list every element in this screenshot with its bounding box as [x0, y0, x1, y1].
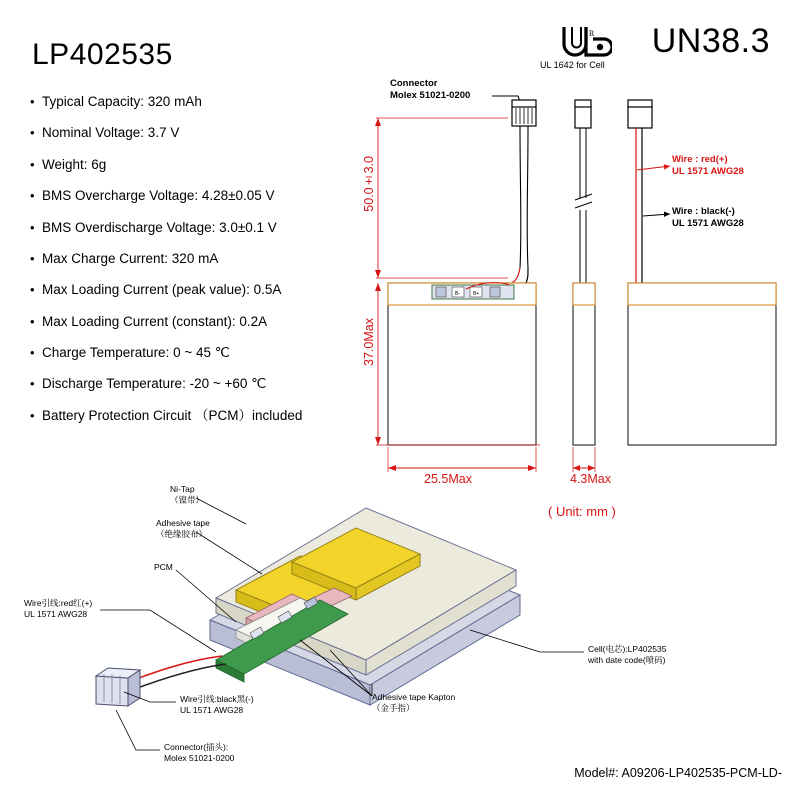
list-item-label: BMS Overdischarge Voltage: 3.0±0.1 V	[42, 219, 277, 235]
label-pcm: PCM	[154, 562, 173, 572]
list-item	[30, 282, 370, 299]
list-item	[30, 220, 370, 237]
model-number: Model#: A09206-LP402535-PCM-LD-	[574, 766, 782, 780]
bullet-icon: •	[30, 282, 35, 298]
bullet-icon: •	[30, 156, 35, 172]
list-item	[30, 94, 370, 111]
list-item-label: Charge Temperature: 0 ~ 45 ℃	[42, 345, 230, 360]
label-cell: Cell(电芯):LP402535 with date code(喷码)	[588, 644, 667, 666]
ul-certification-icon	[560, 24, 612, 58]
specification-list	[30, 94, 370, 439]
un-certification-label: UN38.3	[651, 22, 770, 60]
list-item	[30, 188, 370, 205]
wire-black-label: Wire : black(-) UL 1571 AWG28	[672, 206, 744, 229]
bullet-icon: •	[30, 219, 35, 235]
ul-subtitle: UL 1642 for Cell	[540, 60, 605, 70]
exploded-view	[0, 470, 800, 800]
list-item-label: Max Loading Current (constant): 0.2A	[42, 313, 268, 329]
connector-exploded	[96, 668, 140, 706]
dimension-height: 37.0Max	[362, 318, 376, 366]
list-item	[30, 314, 370, 331]
list-item	[30, 125, 370, 142]
list-item	[30, 408, 370, 425]
bullet-icon: •	[30, 313, 35, 329]
list-item	[30, 157, 370, 174]
connector-front	[512, 100, 536, 126]
label-adhesive-tape: Adhesive tape （绝缘胶布）	[156, 518, 210, 540]
list-item	[30, 345, 370, 362]
wire-red-label: Wire : red(+) UL 1571 AWG28	[672, 154, 744, 177]
bullet-icon: •	[30, 94, 35, 109]
page-title: LP402535	[32, 38, 173, 71]
dimension-width: 25.5Max	[424, 472, 472, 486]
list-item-label: Battery Protection Circuit （PCM）included	[42, 407, 303, 423]
label-connector: Connector(插头): Molex 51021-0200	[164, 742, 235, 764]
list-item-label: Max Charge Current: 320 mA	[42, 250, 219, 266]
list-item	[30, 376, 370, 393]
connector-label: Connector Molex 51021-0200	[390, 78, 471, 101]
side-view	[573, 100, 595, 445]
unit-note: ( Unit: mm )	[548, 504, 616, 519]
list-item-label: Weight: 6g	[42, 156, 107, 172]
svg-text:B+: B+	[473, 291, 480, 297]
drawing-svg	[370, 78, 790, 528]
exploded-view-svg	[0, 470, 800, 800]
label-wire-red: Wire引线:red红(+) UL 1571 AWG28	[24, 598, 93, 620]
list-item-label: Nominal Voltage: 3.7 V	[42, 125, 180, 141]
svg-text:B-: B-	[455, 291, 460, 297]
list-item	[30, 251, 370, 268]
label-ni-tap: Ni-Tap （镍带）	[170, 484, 205, 506]
bullet-icon: •	[30, 407, 35, 423]
label-wire-black: Wire引线:black黑(-) UL 1571 AWG28	[180, 694, 254, 716]
list-item-label: Discharge Temperature: -20 ~ +60 ℃	[42, 376, 267, 392]
list-item-label: Max Loading Current (peak value): 0.5A	[42, 282, 282, 298]
back-view	[628, 100, 776, 445]
bullet-icon: •	[30, 250, 35, 266]
label-kapton: Adhesive tape Kapton （金手指）	[372, 692, 456, 714]
technical-drawing	[362, 78, 790, 528]
bullet-icon: •	[30, 125, 35, 141]
list-item-label: Typical Capacity: 320 mAh	[42, 94, 202, 109]
list-item-label: BMS Overcharge Voltage: 4.28±0.05 V	[42, 188, 275, 204]
dimension-wire-length: 50.0±3.0	[362, 156, 376, 212]
dimension-thickness: 4.3Max	[570, 472, 611, 486]
bullet-icon: •	[30, 188, 35, 204]
svg-text:R: R	[589, 29, 595, 38]
bullet-icon: •	[30, 345, 35, 360]
bullet-icon: •	[30, 376, 35, 392]
